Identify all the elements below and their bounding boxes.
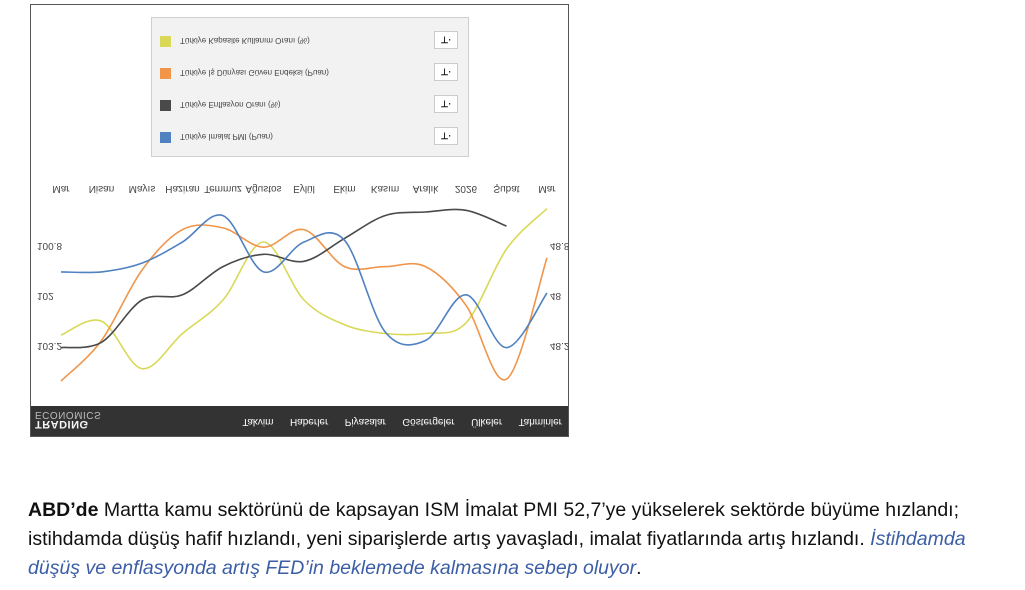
nav-item-gostergeler[interactable]: Göstergeler: [402, 416, 455, 427]
footer-bar: [31, 406, 568, 436]
series-line-1: [61, 225, 547, 381]
legend-item-kapasite[interactable]: [160, 36, 460, 50]
legend-swatch: [160, 36, 171, 47]
x-tick-label: Nisan: [88, 183, 115, 194]
x-tick-label: Aralık: [412, 183, 439, 194]
caption-end: .: [636, 557, 642, 579]
legend-item-enflasyon[interactable]: [160, 100, 460, 114]
left-axis-ticks: [37, 240, 62, 351]
brand-line-2: ECONOMICS: [35, 409, 102, 420]
nav-item-takvim[interactable]: Takvim: [242, 416, 274, 427]
chart-frame: [30, 4, 569, 437]
nav-item-haberler[interactable]: Haberler: [289, 416, 329, 427]
right-y-tick-label: 48.8: [550, 240, 570, 251]
right-y-tick-label: 48.2: [550, 340, 570, 351]
x-tick-label: Kasım: [370, 183, 400, 194]
series-line-3: [61, 215, 547, 348]
brand-logo[interactable]: [35, 409, 101, 429]
caption-emphasis: İstihdamda düşüş ve enflasyonda artış FED’in beklemede kalmasına sebep oluyor: [28, 528, 966, 579]
legend-label: Türkiye Enflasyon Oranı (%): [180, 100, 281, 109]
series-options-button[interactable]: ⊥·: [434, 63, 458, 81]
caption-bold: ABD’de: [28, 499, 99, 521]
legend-item-guven[interactable]: [160, 68, 460, 82]
left-y-tick-label: 102: [37, 290, 54, 301]
series-options-button[interactable]: ⊥·: [434, 95, 458, 113]
legend-label: Türkiye İmalat PMI (Puan): [180, 132, 273, 141]
series-options-button[interactable]: ⊥·: [434, 127, 458, 145]
series-options-button[interactable]: ⊥·: [434, 31, 458, 49]
brand-line-1: TRADING: [35, 418, 89, 430]
x-tick-label: Temmuz: [204, 183, 242, 194]
x-tick-label: Mar: [52, 183, 70, 194]
x-tick-label: 2026: [454, 183, 478, 194]
right-y-tick-label: 48: [550, 290, 562, 301]
x-axis-ticks: [52, 183, 556, 194]
series-layer: [61, 209, 547, 382]
legend: [151, 17, 469, 157]
legend-label: Türkiye İş Dünyası Güven Endeksi (Puan): [180, 68, 329, 77]
nav-item-ulkeler[interactable]: Ülkeler: [471, 416, 503, 427]
x-tick-label: Haziran: [165, 183, 200, 194]
x-tick-label: Eylül: [293, 183, 315, 194]
footer-nav: [230, 414, 562, 432]
legend-label: Türkiye Kapasite Kullanım Oranı (%): [180, 36, 310, 45]
x-tick-label: Mayıs: [128, 183, 156, 194]
left-y-tick-label: 100.8: [37, 240, 63, 251]
legend-item-pmi[interactable]: [160, 132, 460, 146]
legend-swatch: [160, 100, 171, 111]
x-tick-label: Ekim: [333, 183, 356, 194]
series-line-0: [61, 209, 547, 369]
x-tick-label: Şubat: [493, 183, 520, 194]
left-y-tick-label: 103.2: [37, 340, 63, 351]
nav-item-piyasalar[interactable]: Piyasalar: [344, 416, 386, 427]
x-tick-label: Ağustos: [245, 183, 282, 194]
right-axis-ticks: [550, 240, 569, 351]
x-tick-label: Mar: [538, 183, 556, 194]
legend-swatch: [160, 132, 171, 143]
legend-swatch: [160, 68, 171, 79]
caption-text: [28, 496, 998, 583]
nav-item-tahminler[interactable]: Tahminler: [518, 416, 562, 427]
series-line-2: [61, 209, 507, 347]
caption-body: Martta kamu sektörünü de kapsayan ISM İmalat PMI 52,7’ye yükselerek sektörde büyüme hızlandı; istihdamda düşüş hafif hızlandı, yeni siparişlerde artış yavaşladı, imalat fiyatlarında artış hızlandı.: [28, 499, 960, 550]
